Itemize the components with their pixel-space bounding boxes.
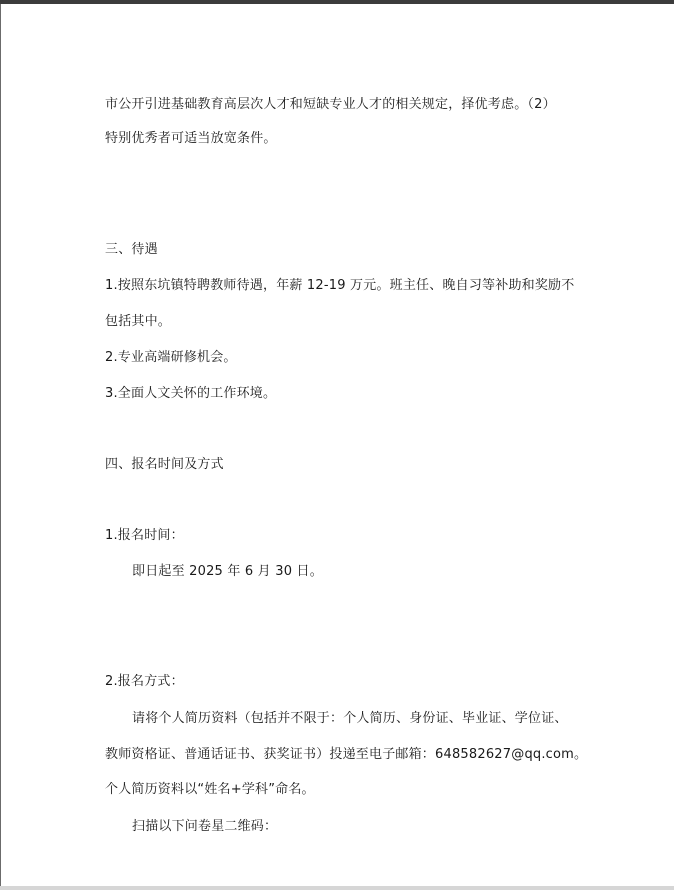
registration-time-label: 1.报名时间： — [105, 528, 184, 543]
registration-time-value: 即日起至 2025 年 6 月 30 日。 — [132, 564, 323, 579]
benefit-item-3: 3.全面人文关怀的工作环境。 — [105, 386, 277, 401]
qr-code-instruction: 扫描以下问卷星二维码： — [132, 819, 278, 834]
registration-method-line-3: 个人简历资料以“姓名+学科”命名。 — [105, 782, 315, 797]
document-page — [1, 4, 674, 886]
registration-method-line-1: 请将个人简历资料（包括并不限于：个人简历、身份证、毕业证、学位证、 — [132, 711, 568, 726]
section-heading-registration: 四、报名时间及方式 — [105, 457, 224, 472]
registration-method-line-2: 教师资格证、普通话证书、获奖证书）投递至电子邮箱：648582627@qq.com。 — [105, 747, 588, 762]
benefit-item-2: 2.专业高端研修机会。 — [105, 350, 237, 365]
viewer-bottom-edge — [0, 886, 674, 890]
benefit-item-1-line-2: 包括其中。 — [105, 314, 172, 329]
paragraph-line: 市公开引进基础教育高层次人才和短缺专业人才的相关规定，择优考虑。（2） — [105, 97, 556, 112]
paragraph-line: 特别优秀者可适当放宽条件。 — [105, 131, 277, 146]
registration-method-label: 2.报名方式： — [105, 674, 184, 689]
section-heading-benefits: 三、待遇 — [105, 242, 158, 257]
benefit-item-1-line-1: 1.按照东坑镇特聘教师待遇，年薪 12-19 万元。班主任、晚自习等补助和奖励不 — [105, 278, 575, 293]
